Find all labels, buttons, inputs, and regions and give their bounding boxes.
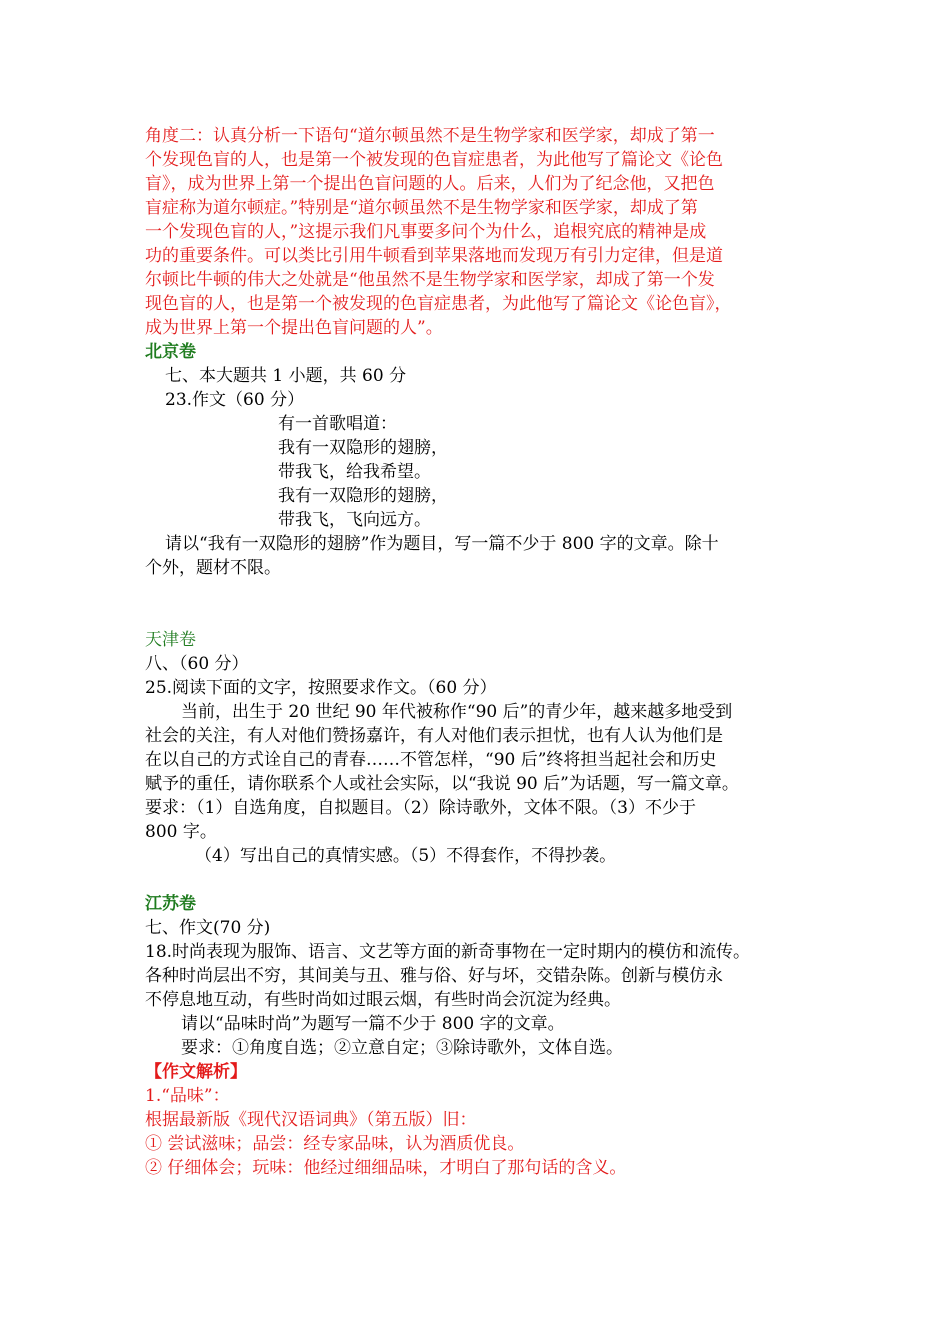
paragraph-line: 功的重要条件。可以类比引用牛顿看到苹果落地而发现万有引力定律，但是道 [145,246,723,266]
section-heading: 北京卷 [145,342,196,362]
tianjin-section [145,628,825,868]
song-line: 我有一双隐形的翅膀， [278,438,448,458]
document-page [145,124,825,1180]
section-title: 八、（60 分） [145,654,249,674]
body-line: 各种时尚层出不穷，其间美与丑、雅与俗、好与坏，交错杂陈。创新与模仿永 [145,966,723,986]
paragraph-line: 成为世界上第一个提出色盲问题的人”。 [145,318,443,338]
song-line: 带我飞，给我希望。 [278,462,431,482]
paragraph-line: 个发现色盲的人，也是第一个被发现的色盲症患者，为此他写了篇论文《论色 [145,150,723,170]
paragraph-line: 盲症称为道尔顿症。”特别是“道尔顿虽然不是生物学家和医学家，却成了第 [145,198,698,218]
beijing-section [145,340,825,580]
prompt-line: 个外，题材不限。 [145,558,281,578]
angle2-paragraph [145,124,825,340]
analysis-heading: 【作文解析】 [145,1062,247,1082]
body-line: 当前，出生于 20 世纪 90 年代被称作“90 后”的青少年，越来越多地受到 [181,702,733,722]
question-title: 25.阅读下面的文字，按照要求作文。（60 分） [145,678,497,698]
section-title: 七、作文(70 分) [145,918,271,938]
jiangsu-section [145,892,825,1060]
analysis-line: 1.“品味”： [145,1086,230,1106]
body-line: 要求：（1）自选角度，自拟题目。（2）除诗歌外，文体不限。（3）不少于 [145,798,696,818]
prompt-line: 请以“我有一双隐形的翅膀”作为题目，写一篇不少于 800 字的文章。除十 [165,534,719,554]
paragraph-line: 角度二：认真分析一下语句“道尔顿虽然不是生物学家和医学家，却成了第一 [145,126,715,146]
song-line: 有一首歌唱道： [278,414,397,434]
body-line: 800 字。 [145,822,217,842]
section-heading: 江苏卷 [145,894,196,914]
analysis-line: ① 尝试滋味；品尝：经专家品味，认为酒质优良。 [145,1134,525,1154]
analysis-line: ② 仔细体会；玩味：他经过细细品味，才明白了那句话的含义。 [145,1158,627,1178]
body-line: 不停息地互动，有些时尚如过眼云烟，有些时尚会沉淀为经典。 [145,990,621,1010]
analysis-section [145,1060,825,1180]
paragraph-line: 一个发现色盲的人，”这提示我们凡事要多问个为什么，追根究底的精神是成 [145,222,707,242]
analysis-line: 根据最新版《现代汉语词典》（第五版）旧： [145,1110,477,1130]
question-title: 23.作文（60 分） [165,390,305,410]
body-line: 赋予的重任，请你联系个人或社会实际，以“我说 90 后”为话题，写一篇文章。 [145,774,739,794]
body-line: 在以自己的方式诠自己的青春……不管怎样，“90 后”终将担当起社会和历史 [145,750,717,770]
paragraph-line: 尔顿比牛顿的伟大之处就是“他虽然不是生物学家和医学家，却成了第一个发 [145,270,715,290]
body-line: 18.时尚表现为服饰、语言、文艺等方面的新奇事物在一定时期内的模仿和流传。 [145,942,751,962]
song-line: 带我飞，飞向远方。 [278,510,431,530]
requirement-line: 要求：①角度自选；②立意自定；③除诗歌外，文体自选。 [181,1038,623,1058]
paragraph-line: 盲》，成为世界上第一个提出色盲问题的人。后来，人们为了纪念他，又把色 [145,174,715,194]
section-heading: 天津卷 [145,630,196,650]
body-line: （4）写出自己的真情实感。（5）不得套作，不得抄袭。 [195,846,617,866]
section-title: 七、本大题共 1 小题，共 60 分 [165,366,407,386]
song-line: 我有一双隐形的翅膀， [278,486,448,506]
prompt-line: 请以“品味时尚”为题写一篇不少于 800 字的文章。 [181,1014,565,1034]
body-line: 社会的关注，有人对他们赞扬嘉许，有人对他们表示担忧，也有人认为他们是 [145,726,723,746]
paragraph-line: 现色盲的人，也是第一个被发现的色盲症患者，为此他写了篇论文《论色盲》， [145,294,732,314]
